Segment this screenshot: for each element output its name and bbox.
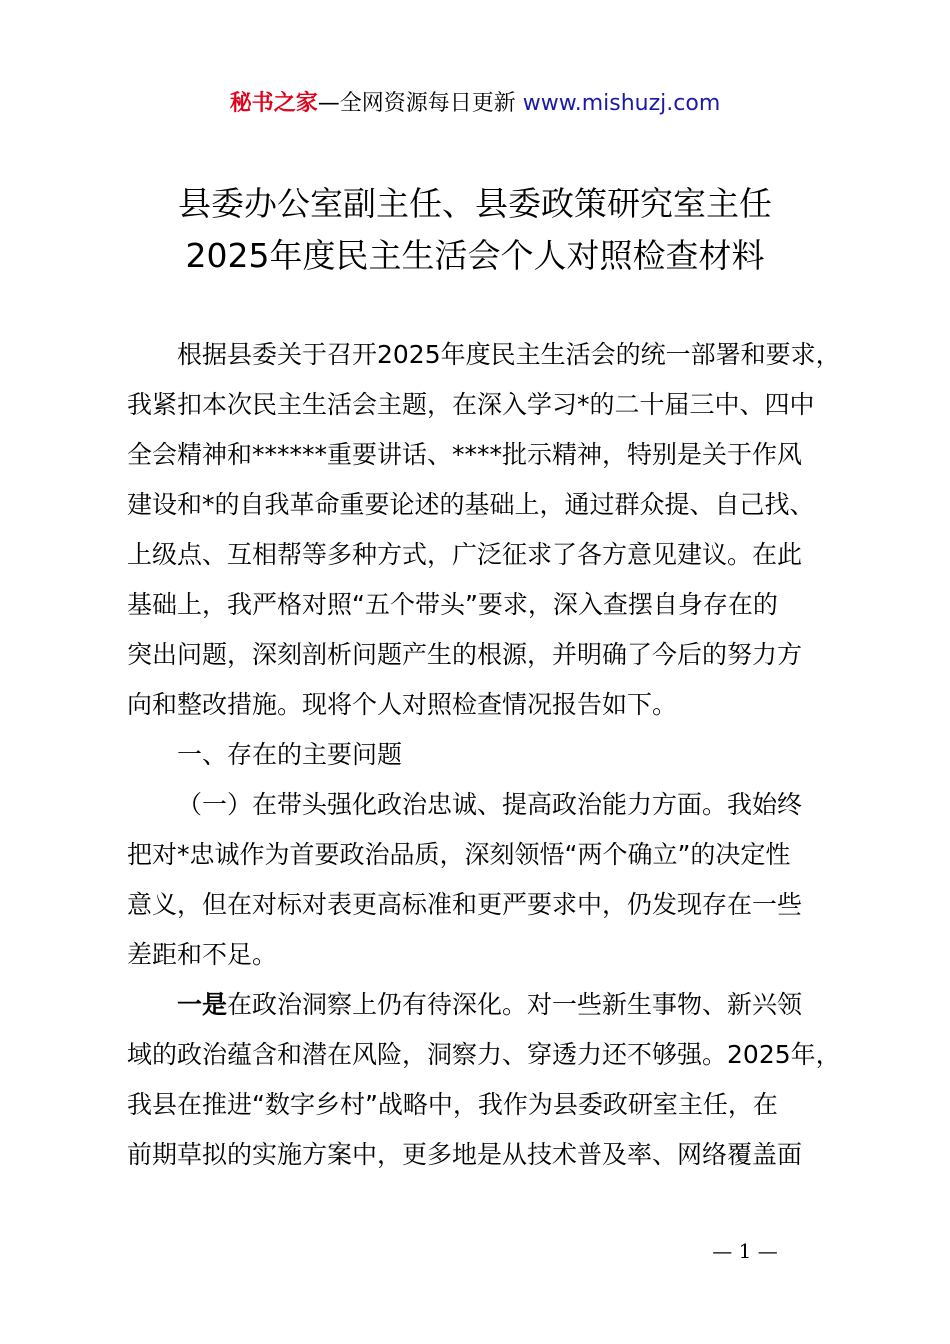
body-line: 我县在推进“数字乡村”战略中，我作为县委政研室主任，在 [127,1090,778,1119]
body-line: 把对*忠诚作为首要政治品质，深刻领悟“两个确立”的决定性 [127,840,791,869]
document-title [0,178,950,282]
body-line: 我紧扣本次民主生活会主题，在深入学习*的二十届三中、四中 [127,390,815,419]
body-line: 根据县委关于召开2025年度民主生活会的统一部署和要求， [177,340,841,369]
body-line: 意义，但在对标对表更高标准和更严要求中，仍发现存在一些 [127,890,803,919]
body-line: 向和整改措施。现将个人对照检查情况报告如下。 [127,690,678,719]
body-line: 差距和不足。 [127,940,278,969]
body-line: 建设和*的自我革命重要论述的基础上，通过群众提、自己找、 [127,490,815,519]
body-line: 上级点、互相帮等多种方式，广泛征求了各方意见建议。在此 [127,540,803,569]
body-line: 基础上，我严格对照“五个带头”要求，深入查摆自身存在的 [127,590,778,619]
site-header [0,88,950,120]
body-line: 前期草拟的实施方案中，更多地是从技术普及率、网络覆盖面 [127,1140,803,1169]
section-heading: 一、存在的主要问题 [177,740,403,769]
brand-name: 秘书之家 [229,91,318,116]
site-url[interactable]: www.mishuzj.com [522,91,721,116]
body-line-with-lead [127,980,857,1030]
header-tagline: —全网资源每日更新 [317,91,523,116]
bold-lead: 一是 [177,990,228,1019]
body-line: （一）在带头强化政治忠诚、提高政治能力方面。我始终 [177,790,803,819]
body-line: 突出问题，深刻剖析问题产生的根源，并明确了今后的努力方 [127,640,803,669]
title-line-1: 县委办公室副主任、县委政策研究室主任 [178,184,772,223]
body-line: 域的政治蕴含和潜在风险，洞察力、穿透力还不够强。2025年， [127,1040,841,1069]
document-body [127,330,857,1180]
title-line-2: 2025年度民主生活会个人对照检查材料 [185,236,765,275]
page-number: — 1 — [712,1239,778,1263]
body-line-rest: 在政治洞察上仍有待深化。对一些新生事物、新兴领 [227,990,803,1019]
body-line: 全会精神和******重要讲话、****批示精神，特别是关于作风 [127,440,803,469]
